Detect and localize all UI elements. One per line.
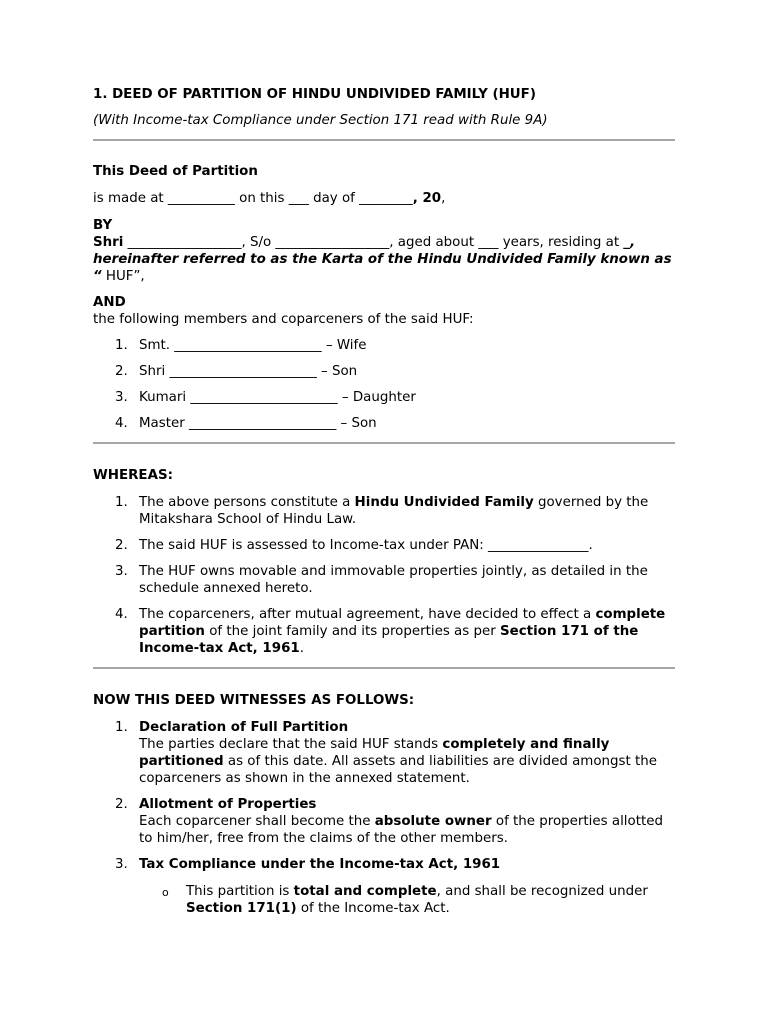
item-number: 4. xyxy=(115,416,128,431)
document-subtitle: (With Income-tax Compliance under Section 171 read with Rule 9A) xyxy=(93,113,548,128)
intro-heading: This Deed of Partition xyxy=(93,164,258,179)
item-number: 3. xyxy=(115,564,128,579)
whereas-list xyxy=(93,494,675,657)
divider xyxy=(93,139,675,141)
list-item xyxy=(93,389,675,406)
divider xyxy=(93,667,675,669)
clause-bold: complete partition xyxy=(139,607,666,639)
and-label: AND xyxy=(93,295,126,310)
shri-details: _________________, S/o _________________, aged about ___ years, residing at xyxy=(123,235,620,250)
karta-paragraph xyxy=(93,234,675,285)
made-at-comma: , xyxy=(441,191,446,206)
clause-text: The parties declare that the said HUF stands xyxy=(139,737,443,752)
member-text: Shri ______________________ – Son xyxy=(139,364,358,379)
list-item xyxy=(93,363,675,380)
list-item xyxy=(93,563,675,597)
document-title: 1. DEED OF PARTITION OF HINDU UNDIVIDED FAMILY (HUF) xyxy=(93,87,536,102)
made-at-year: , 20 xyxy=(412,191,442,206)
clause-text: The coparceners, after mutual agreement, have decided to effect a xyxy=(139,607,596,622)
list-item xyxy=(93,606,675,657)
list-item xyxy=(93,856,675,873)
clause-text: This partition is xyxy=(186,884,294,899)
clause-text: Each coparcener shall become the xyxy=(139,814,375,829)
whereas-heading: WHEREAS: xyxy=(93,468,173,483)
list-item xyxy=(93,796,675,847)
members-intro: the following members and coparceners of the said HUF: xyxy=(93,312,474,327)
clause-text: The HUF owns movable and immovable properties jointly, as detailed in the schedule annexed hereto. xyxy=(139,564,648,596)
member-text: Kumari ______________________ – Daughter xyxy=(139,390,416,405)
item-number: 3. xyxy=(115,390,128,405)
huf-name: HUF”, xyxy=(101,269,145,284)
item-number: 1. xyxy=(115,338,128,353)
item-number: 4. xyxy=(115,607,128,622)
karta-clause: _, hereinafter referred to as the Karta of the Hindu Undivided Family known as “ xyxy=(93,235,672,284)
list-item xyxy=(93,337,675,354)
item-number: 1. xyxy=(115,720,128,735)
clause-text: . xyxy=(299,641,304,656)
item-number: 2. xyxy=(115,797,128,812)
item-number: 3. xyxy=(115,857,128,872)
item-number: 2. xyxy=(115,364,128,379)
clauses-list xyxy=(93,719,675,873)
clause-bold: Section 171(1) xyxy=(186,901,297,916)
shri-label: Shri xyxy=(93,235,124,250)
clause-text: governed by the Mitakshara School of Hindu Law. xyxy=(139,495,649,527)
clause-text: of the Income-tax Act. xyxy=(296,901,450,916)
clause-bold: completely and finally partitioned xyxy=(139,737,610,769)
clause-bold: total and complete xyxy=(293,884,437,899)
clause-text: of the properties allotted to him/her, free from the claims of the other members. xyxy=(139,814,663,846)
member-text: Smt. ______________________ – Wife xyxy=(139,338,367,353)
clause-text: of the joint family and its properties as per xyxy=(204,624,500,639)
clause-bold: absolute owner xyxy=(374,814,492,829)
clause-heading: Allotment of Properties xyxy=(139,797,317,812)
member-text: Master ______________________ – Son xyxy=(139,416,377,431)
members-list xyxy=(93,337,675,432)
deed-document xyxy=(93,86,675,917)
list-item xyxy=(93,494,675,528)
divider xyxy=(93,442,675,444)
by-label: BY xyxy=(93,218,113,233)
clause-bold: Hindu Undivided Family xyxy=(354,495,534,510)
clause-heading: Tax Compliance under the Income-tax Act, 1961 xyxy=(139,857,501,872)
clause-heading: Declaration of Full Partition xyxy=(139,720,349,735)
list-item xyxy=(93,719,675,787)
witness-heading: NOW THIS DEED WITNESSES AS FOLLOWS: xyxy=(93,693,415,708)
clause-bold: Section 171 of the Income-tax Act, 1961 xyxy=(139,624,639,656)
list-item xyxy=(93,537,675,554)
clause-text: The said HUF is assessed to Income-tax under PAN: _______________. xyxy=(139,538,593,553)
item-number: 2. xyxy=(115,538,128,553)
made-at-text: is made at __________ on this ___ day of ________ xyxy=(93,191,413,206)
made-at-line xyxy=(93,190,675,207)
sub-bullet-item xyxy=(93,883,675,917)
clause-text: , and shall be recognized under xyxy=(436,884,648,899)
item-number: 1. xyxy=(115,495,128,510)
clause-text: The above persons constitute a xyxy=(139,495,355,510)
bullet-marker: o xyxy=(162,886,169,899)
clause-text: as of this date. All assets and liabilities are divided amongst the coparceners as shown in the annexed statement. xyxy=(139,754,657,786)
list-item xyxy=(93,415,675,432)
